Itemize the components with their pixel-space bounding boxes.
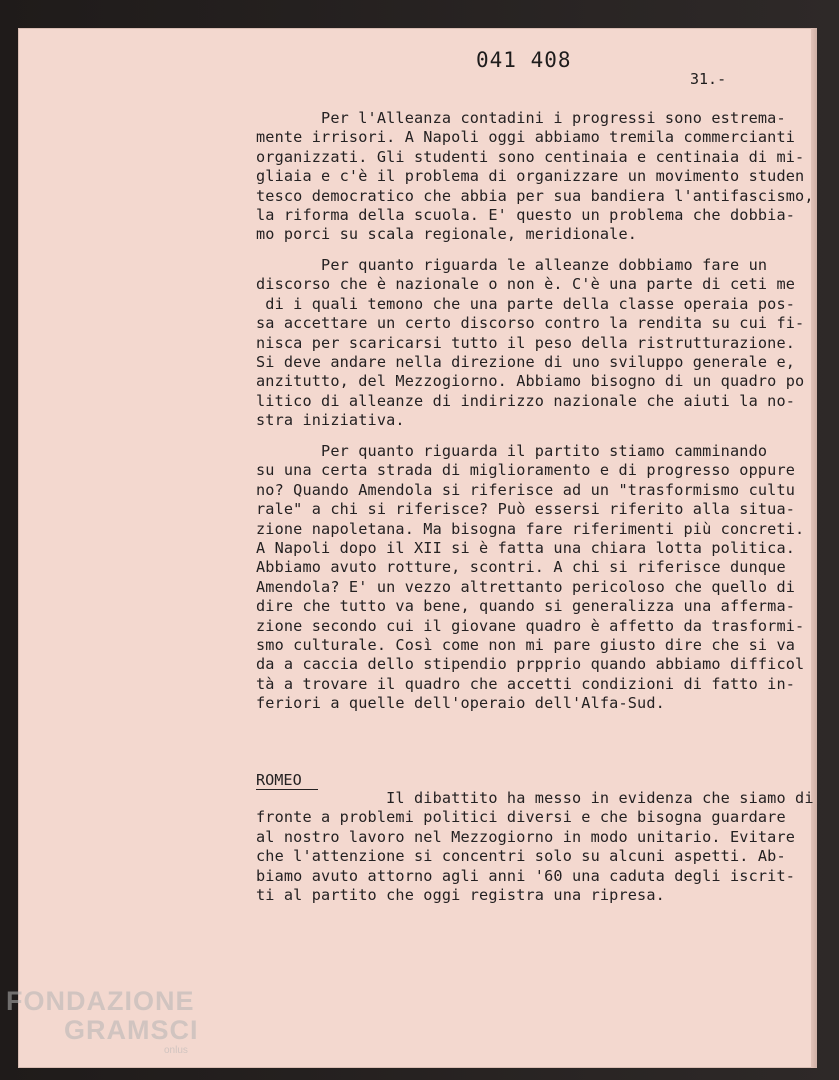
watermark-logo [6,988,199,1056]
text-line: gliaia e c'è il problema di organizzare un movimento studen [256,167,805,186]
text-line: stra iniziativa. [256,411,405,430]
text-line: organizzati. Gli studenti sono centinaia e centinaia di mi- [256,147,805,166]
page-number: 31.- [690,70,727,88]
text-line: rale" a chi si riferisce? Può essersi riferito alla situa- [256,500,796,519]
archive-number: 041 408 [476,48,572,72]
text-line: Si deve andare nella direzione di uno sviluppo generale e, [256,352,796,371]
text-line: da a caccia dello stipendio prpprio quando abbiamo difficol [256,655,805,674]
text-line: smo culturale. Così come non mi pare giusto dire che si va [256,635,796,654]
text-line: Per quanto riguarda le alleanze dobbiamo fare un [256,256,768,274]
watermark-line-2: GRAMSCI [64,1015,199,1045]
text-line: nisca per scaricarsi tutto il peso della ristrutturazione. [256,333,796,352]
paragraph-2 [256,256,816,431]
text-line: Per l'Alleanza contadini i progressi sono estrema- [256,109,786,127]
text-line: biamo avuto attorno agli anni '60 una caduta degli iscrit- [256,866,796,885]
text-line: tesco democratico che abbia per sua bandiera l'antifascismo, [256,186,814,205]
paragraph-4 [256,789,816,905]
text-line: di i quali temono che una parte della classe operaia pos- [256,294,796,313]
text-line: zione napoletana. Ma bisogna fare riferimenti più concreti. [256,519,805,538]
text-line: Il dibattito ha messo in evidenza che siamo di [256,789,814,807]
text-line: mo porci su scala regionale, meridionale. [256,225,638,244]
text-line: ti al partito che oggi registra una ripresa. [256,885,665,904]
text-line: discorso che è nazionale o non è. C'è una parte di ceti me [256,275,796,294]
watermark-line-3: onlus [164,1045,188,1056]
text-line: feriori a quelle dell'operaio dell'Alfa-Sud. [256,694,665,713]
text-line: mente irrisori. A Napoli oggi abbiamo tremila commercianti [256,128,796,147]
text-line: litico di alleanze di indirizzo nazionale che aiuti la no- [256,391,796,410]
text-line: che l'attenzione si concentri solo su alcuni aspetti. Ab- [256,847,786,866]
text-line: su una certa strada di miglioramento e di progresso oppure [256,461,796,480]
text-line: sa accettare un certo discorso contro la rendita su cui fi- [256,314,805,333]
text-line: la riforma della scuola. E' questo un problema che dobbia- [256,205,796,224]
text-line: zione secondo cui il giovane quadro è affetto da trasformi- [256,616,805,635]
paragraph-3 [256,442,816,713]
text-line: dire che tutto va bene, quando si generalizza una afferma- [256,597,796,616]
text-line: A Napoli dopo il XII si è fatta una chiara lotta politica. [256,538,796,557]
text-line: anzitutto, del Mezzogiorno. Abbiamo bisogno di un quadro po [256,372,805,391]
text-line: no? Quando Amendola si riferisce ad un "trasformismo cultu [256,480,796,499]
text-line: fronte a problemi politici diversi e che bisogna guardare [256,808,786,827]
speaker-name: ROMEO [256,771,318,790]
text-line: Per quanto riguarda il partito stiamo camminando [256,442,768,460]
text-line: Amendola? E' un vezzo altrettanto pericoloso che quello di [256,577,796,596]
text-line: tà a trovare il quadro che accetti condizioni di fatto in- [256,674,796,693]
text-line: Abbiamo avuto rotture, scontri. A chi si riferisce dunque [256,558,786,577]
paragraph-1 [256,109,816,245]
watermark-line-1: FONDAZIONE [6,986,195,1016]
text-line: al nostro lavoro nel Mezzogiorno in modo unitario. Evitare [256,827,796,846]
